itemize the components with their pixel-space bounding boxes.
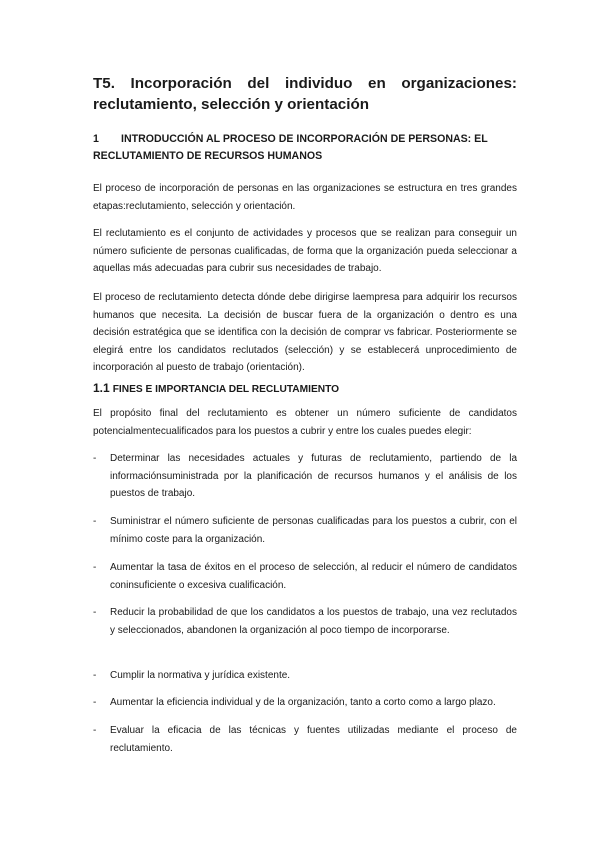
list-item-text: Determinar las necesidades actuales y futuras de reclutamiento, partiendo de la informaciónsuministrada por la planificación de recursos humanos y el análisis de los puestos de trabajo. <box>110 453 517 500</box>
list-item <box>93 722 517 757</box>
paragraph: El reclutamiento es el conjunto de actividades y procesos que se realizan para conseguir un número suficiente de personas cualificadas, de forma que la organización pueda seleccionar a aquellas más adecuadas para cubrir sus necesidades de trabajo. <box>93 228 517 275</box>
bullet-marker: - <box>93 516 97 527</box>
bullet-marker: - <box>93 725 97 736</box>
list-item <box>93 667 517 685</box>
bullet-marker: - <box>93 670 97 681</box>
bullet-marker: - <box>93 453 97 464</box>
list-item-text: Reducir la probabilidad de que los candidatos a los puestos de trabajo, una vez reclutados y seleccionados, abandonen la organización al poco tiempo de incorporarse. <box>110 607 517 636</box>
list-item-text: Evaluar la eficacia de las técnicas y fuentes utilizadas mediante el proceso de reclutamiento. <box>110 725 517 754</box>
paragraph: El proceso de incorporación de personas en las organizaciones se estructura en tres grandes etapas:reclutamiento, selección y orientación. <box>93 183 517 212</box>
bullet-marker: - <box>93 607 97 618</box>
paragraph: El proceso de reclutamiento detecta dónde debe dirigirse laempresa para adquirir los recursos humanos que necesita. La decisión de buscar fuera de la organización o dentro es una decisión estratégica que se identifica con la decisión de comprar vs fabricar. Posteriormente se elegirá entre los candidatos reclutados (selección) y se establecerá unprocedimiento de incorporación al puesto de trabajo (orientación). <box>93 292 517 374</box>
section-1-1-number: 1.1 <box>93 381 110 395</box>
list-item <box>93 694 517 712</box>
section-1-title: INTRODUCCIÓN AL PROCESO DE INCORPORACIÓN DE PERSONAS: EL RECLUTAMIENTO DE RECURSOS HUMANOS <box>93 133 488 162</box>
section-1-number: 1 <box>93 133 99 145</box>
list-item <box>93 513 517 548</box>
bullet-marker: - <box>93 697 97 708</box>
list-item-text: Suministrar el número suficiente de personas cualificadas para los puestos a cubrir, con el mínimo coste para la organización. <box>110 516 517 545</box>
list-item <box>93 604 517 639</box>
document-title: T5. Incorporación del individuo en organizaciones: reclutamiento, selección y orientación <box>93 75 517 113</box>
bullet-marker: - <box>93 562 97 573</box>
paragraph: El propósito final del reclutamiento es obtener un número suficiente de candidatos potencialmentecualificados para los puestos a cubrir y entre los cuales puedes elegir: <box>93 408 517 437</box>
list-item <box>93 450 517 503</box>
section-1-heading <box>93 131 517 165</box>
list-item-text: Cumplir la normativa y jurídica existente. <box>110 670 291 681</box>
list-item-text: Aumentar la eficiencia individual y de la organización, tanto a corto como a largo plazo. <box>110 697 496 708</box>
list-item <box>93 559 517 594</box>
section-1-1-title: FINES E IMPORTANCIA DEL RECLUTAMIENTO <box>112 384 340 395</box>
list-item-text: Aumentar la tasa de éxitos en el proceso de selección, al reducir el número de candidatos coninsuficiente o excesiva cualificación. <box>110 562 517 591</box>
section-1-1-heading <box>93 381 517 395</box>
